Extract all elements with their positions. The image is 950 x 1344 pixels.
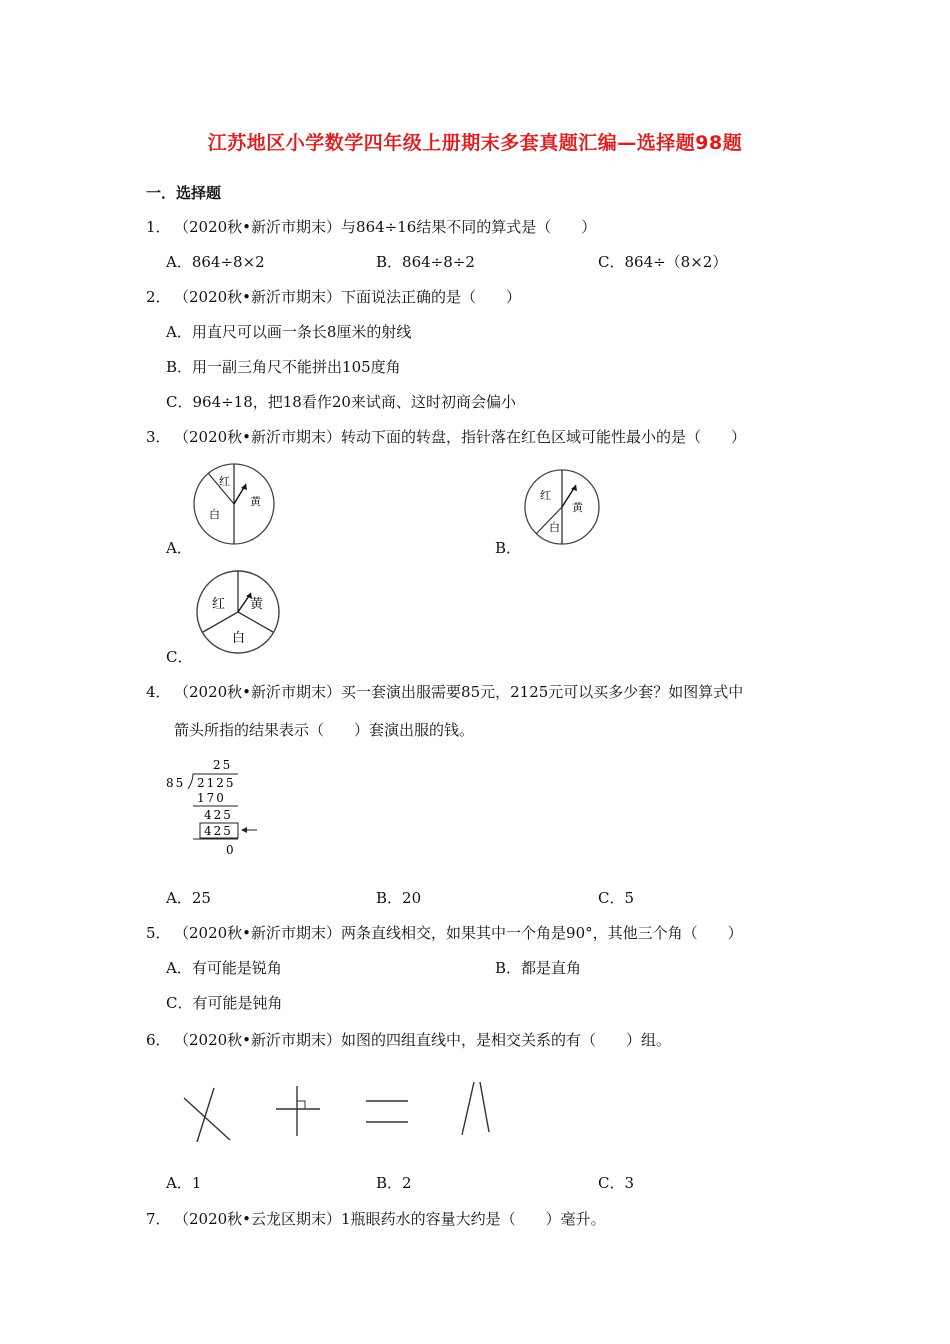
option-a[interactable]: A．用直尺可以画一条长8厘米的射线 <box>166 323 412 341</box>
question-number: 1． <box>146 218 171 236</box>
label-yellow: 黄 <box>250 597 264 612</box>
question-4-continued: 箭头所指的结果表示（ ）套演出服的钱。 <box>174 721 475 739</box>
option-b[interactable]: B．都是直角 <box>495 959 582 977</box>
question-text: （2020秋•云龙区期末）1瓶眼药水的容量大约是（ ）毫升。 <box>174 1210 606 1228</box>
section-heading: 一．选择题 <box>146 184 222 202</box>
option-a[interactable]: A． <box>166 539 192 557</box>
question-text: （2020秋•新沂市期末）买一套演出服需要85元，2125元可以买多少套？如图算式中 <box>174 683 744 701</box>
division-step-1: 170 <box>197 791 226 805</box>
line-group-parallel <box>366 1101 408 1122</box>
question-number: 7． <box>146 1210 171 1228</box>
question-6 <box>146 1029 671 1050</box>
spinner-c-figure <box>194 568 284 658</box>
arrow-icon <box>241 827 247 833</box>
question-text: （2020秋•新沂市期末）下面说法正确的是（ ） <box>174 288 522 306</box>
label-red: 红 <box>219 475 230 488</box>
question-text: （2020秋•新沂市期末）两条直线相交，如果其中一个角是90°，其他三个角（ ） <box>174 924 743 942</box>
spinner-b-figure <box>522 467 604 547</box>
option-b[interactable]: B．20 <box>376 889 422 907</box>
option-c[interactable]: C．3 <box>598 1174 635 1192</box>
question-text: （2020秋•新沂市期末）转动下面的转盘，指针落在红色区域可能性最小的是（ ） <box>174 428 747 446</box>
option-b[interactable]: B．用一副三角尺不能拼出105度角 <box>166 358 401 376</box>
question-2 <box>146 286 521 307</box>
line-group-crossing <box>184 1088 230 1142</box>
option-a[interactable]: A．1 <box>166 1174 202 1192</box>
division-step-3: 425 <box>204 824 233 838</box>
question-number: 6． <box>146 1031 171 1049</box>
line-group-perpendicular <box>276 1086 320 1136</box>
option-c[interactable]: C．有可能是钝角 <box>166 994 283 1012</box>
label-red: 红 <box>540 489 551 502</box>
division-step-2: 425 <box>204 808 233 822</box>
question-number: 3． <box>146 428 171 446</box>
option-a[interactable]: A．有可能是锐角 <box>166 959 282 977</box>
division-dividend: 2125 <box>197 776 236 790</box>
question-number: 2． <box>146 288 171 306</box>
label-yellow: 黄 <box>250 495 261 508</box>
question-number: 4． <box>146 683 171 701</box>
option-a[interactable]: A．25 <box>166 889 211 907</box>
long-division-figure <box>162 756 262 858</box>
option-c[interactable]: C．864÷（8×2） <box>598 253 728 271</box>
option-a[interactable]: A．864÷8×2 <box>166 253 265 271</box>
label-red: 红 <box>212 597 226 612</box>
option-c[interactable]: C． <box>166 648 193 666</box>
division-quotient: 25 <box>213 758 233 772</box>
option-c[interactable]: C．5 <box>598 889 635 907</box>
question-text: （2020秋•新沂市期末）与864÷16结果不同的算式是（ ） <box>174 218 597 236</box>
question-4 <box>146 681 743 702</box>
label-white: 白 <box>209 508 220 521</box>
option-c[interactable]: C．964÷18，把18看作20来试商、这时初商会偏小 <box>166 393 516 411</box>
question-text: （2020秋•新沂市期末）如图的四组直线中，是相交关系的有（ ）组。 <box>174 1031 672 1049</box>
question-7 <box>146 1208 606 1229</box>
line-groups-figure <box>172 1070 512 1150</box>
label-yellow: 黄 <box>572 501 583 514</box>
spinner-a-figure <box>192 462 282 546</box>
option-b[interactable]: B．2 <box>376 1174 412 1192</box>
document-title: 江苏地区小学数学四年级上册期末多套真题汇编—选择题98题 <box>207 132 743 154</box>
option-b[interactable]: B．864÷8÷2 <box>376 253 475 271</box>
question-1 <box>146 216 596 237</box>
division-remainder: 0 <box>226 843 234 857</box>
label-white: 白 <box>232 631 246 646</box>
label-white: 白 <box>549 521 560 534</box>
division-divisor: 85 <box>166 776 186 790</box>
question-3 <box>146 426 746 447</box>
option-b[interactable]: B． <box>495 539 522 557</box>
question-5 <box>146 922 743 943</box>
question-number: 5． <box>146 924 171 942</box>
line-group-converging <box>462 1082 489 1135</box>
